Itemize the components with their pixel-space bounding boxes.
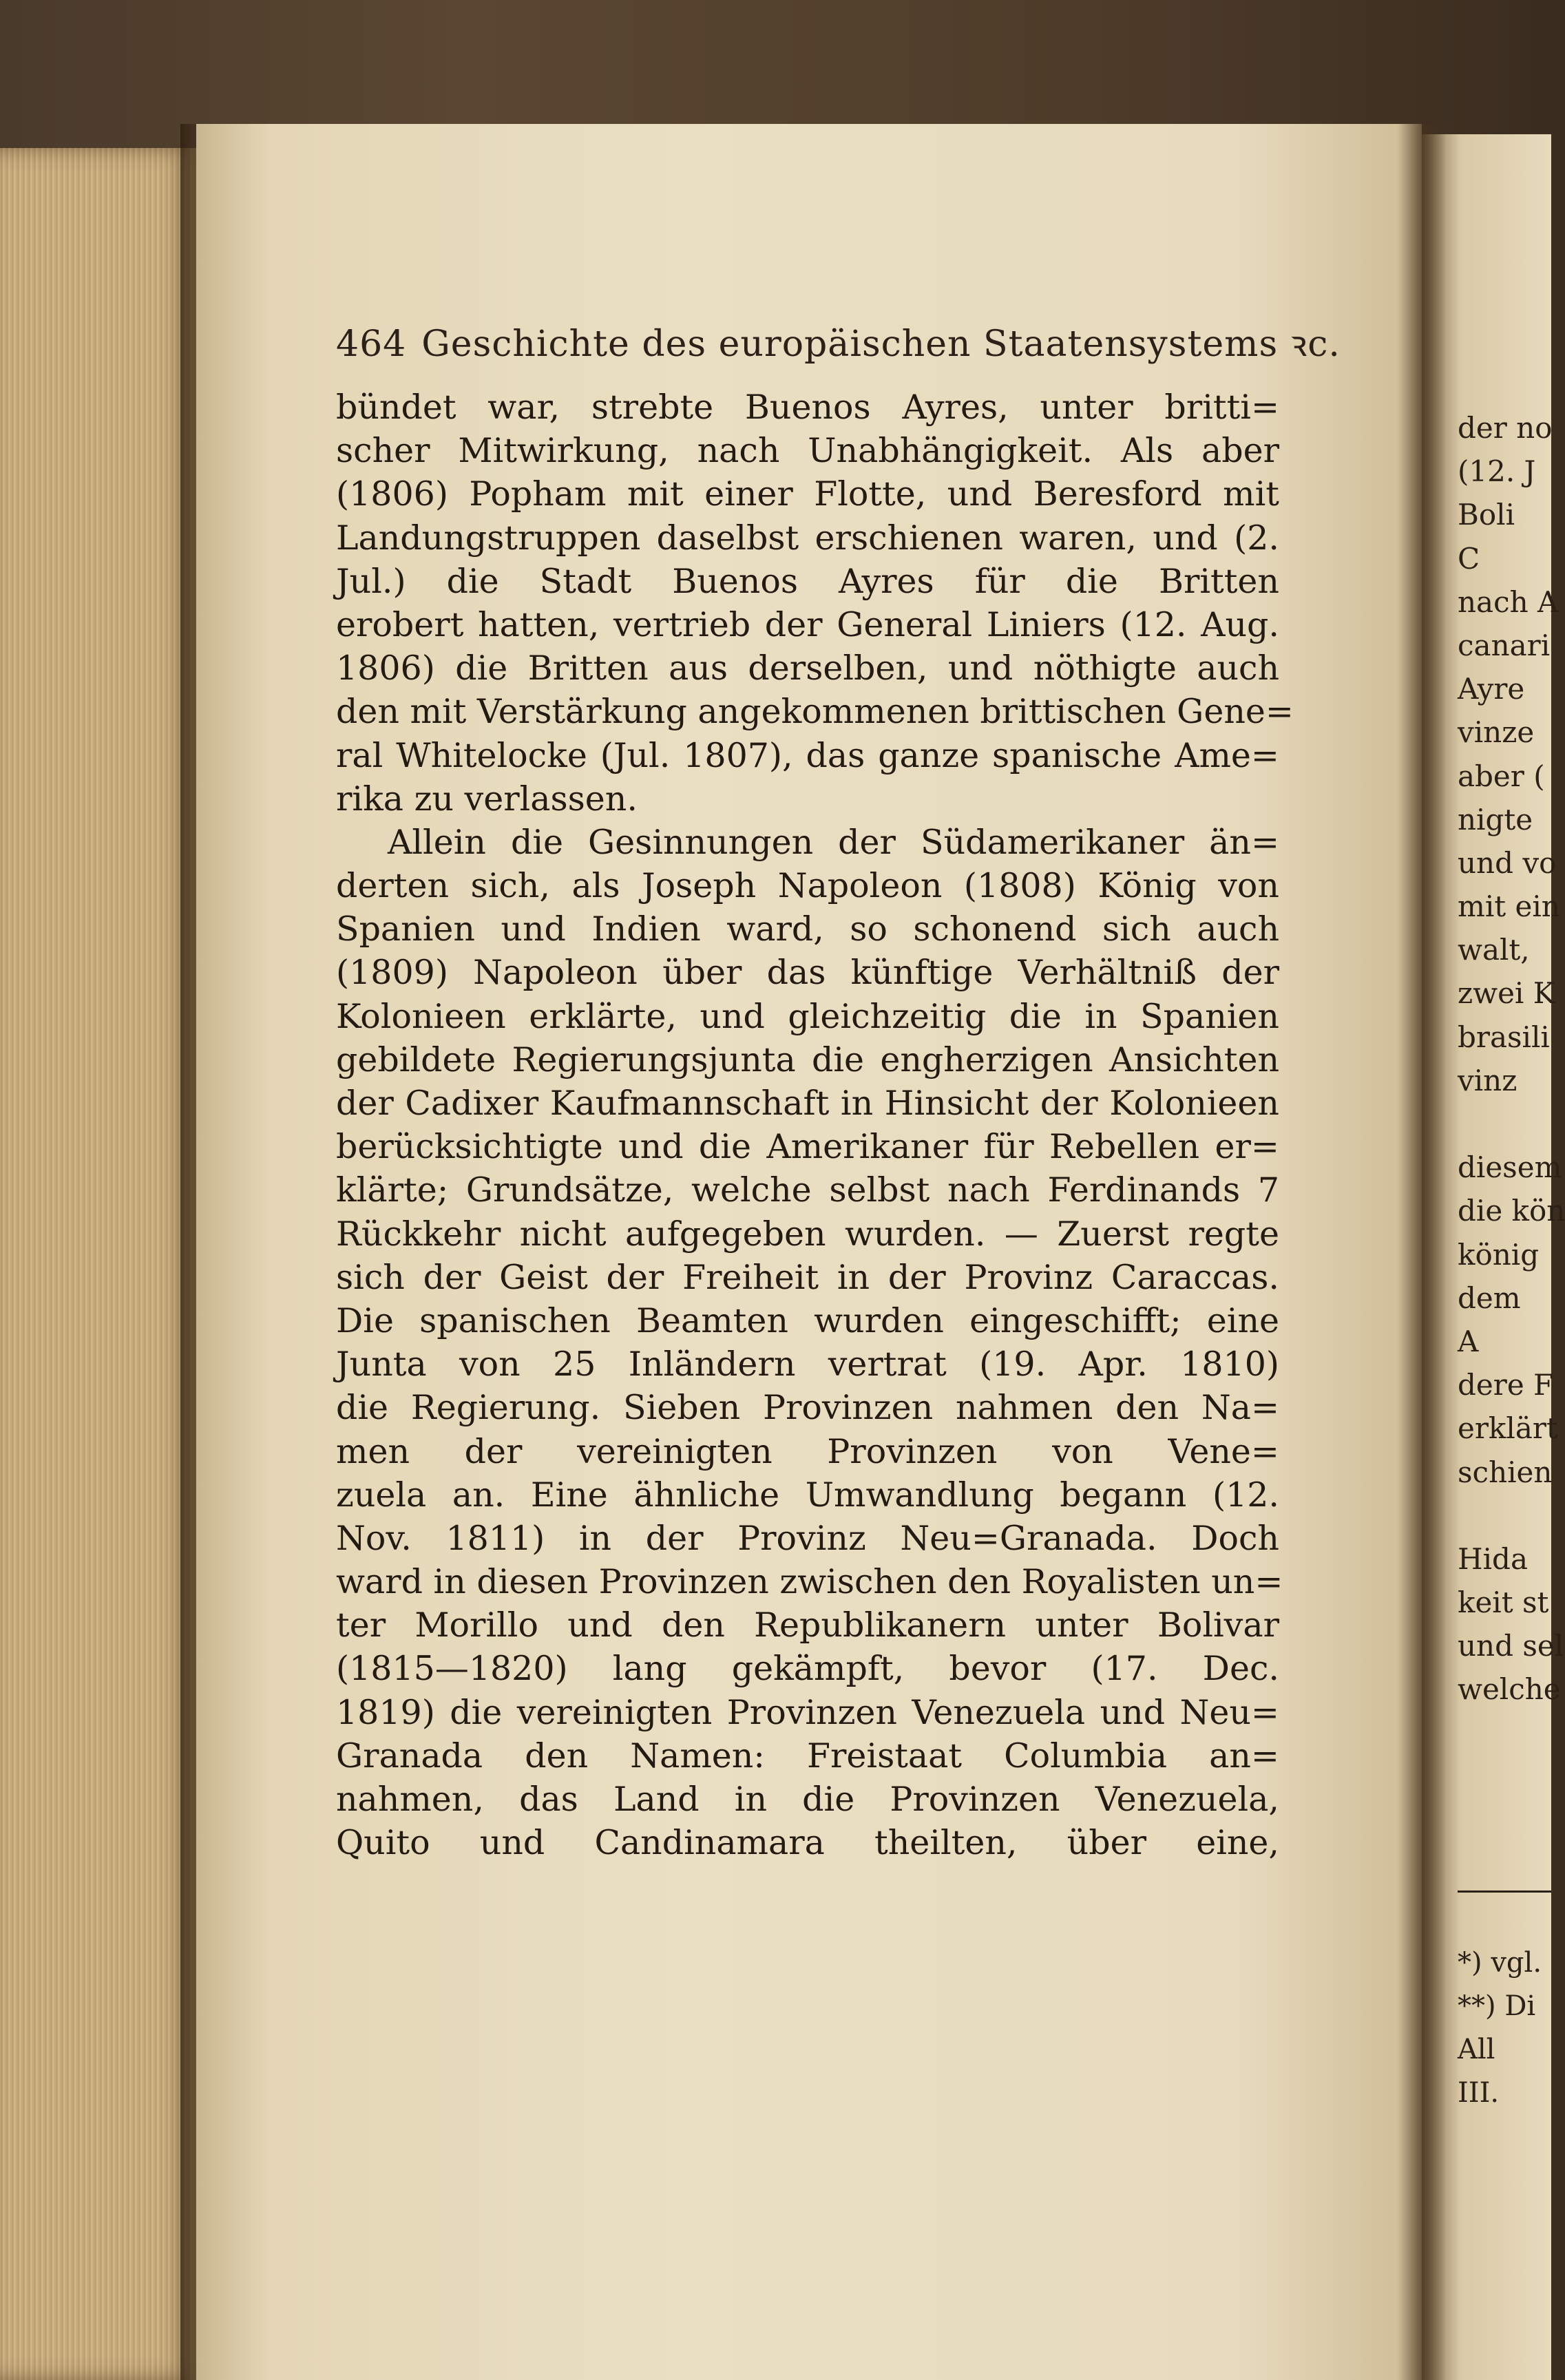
- right-text-line: und sel: [1458, 1629, 1564, 1663]
- text-line: zuela an. Eine ähnliche Umwandlung begann (12.: [336, 1475, 1279, 1515]
- right-text-line: walt,: [1458, 933, 1530, 967]
- right-text-line: mit ein: [1458, 889, 1560, 924]
- text-line: klärte; Grundsätze, welche selbst nach Ferdinands 7: [336, 1170, 1279, 1210]
- right-text-line: Ayre: [1458, 672, 1525, 706]
- right-text-line: brasili: [1458, 1020, 1550, 1054]
- right-text-line: dem: [1458, 1281, 1521, 1315]
- body-text: [336, 386, 1294, 1864]
- text-line: (1815—1820) lang gekämpft, bevor (17. Dec.: [336, 1649, 1279, 1689]
- text-line: (1806) Popham mit einer Flotte, und Beresford mit: [336, 474, 1279, 514]
- right-text-line: canari: [1458, 628, 1551, 662]
- footnote-line: *) vgl.: [1458, 1947, 1542, 1979]
- text-line: derten sich, als Joseph Napoleon (1808) König von: [336, 866, 1279, 906]
- right-text-line: A: [1458, 1324, 1479, 1358]
- text-line: 1806) die Britten aus derselben, und nöthigte auch: [336, 649, 1279, 688]
- right-text-line: zwei K: [1458, 976, 1555, 1011]
- text-line: ward in diesen Provinzen zwischen den Royalisten un=: [336, 1562, 1283, 1602]
- text-line: scher Mitwirkung, nach Unabhängigkeit. Als aber: [336, 431, 1279, 471]
- text-line: Spanien und Indien ward, so schonend sich auch: [336, 909, 1279, 949]
- right-text-line: vinz: [1458, 1063, 1517, 1097]
- right-text-line: Hida: [1458, 1541, 1528, 1576]
- footnote-line: III.: [1458, 2077, 1500, 2109]
- right-page-text: [1458, 406, 1565, 1712]
- text-line: der Cadixer Kaufmannschaft in Hinsicht der Kolonieen: [336, 1084, 1279, 1123]
- text-line: Junta von 25 Inländern vertrat (19. Apr. 1810): [336, 1345, 1279, 1384]
- right-text-line: erklärt: [1458, 1411, 1558, 1446]
- right-text-line: nigte: [1458, 802, 1533, 836]
- right-text-line: [1458, 1494, 1551, 1537]
- right-text-line: [1458, 1102, 1551, 1146]
- text-line: Rückkehr nicht aufgegeben wurden. — Zuerst regte: [336, 1214, 1279, 1254]
- right-text-line: nach A: [1458, 585, 1559, 619]
- text-line: nahmen, das Land in die Provinzen Venezuela,: [336, 1780, 1279, 1819]
- text-line: men der vereinigten Provinzen von Vene=: [336, 1431, 1279, 1471]
- right-footnotes: [1458, 1941, 1551, 2115]
- text-line: Kolonieen erklärte, und gleichzeitig die in Spanien: [336, 996, 1279, 1036]
- text-line: bündet war, strebte Buenos Ayres, unter britti=: [336, 388, 1279, 427]
- text-line: berücksichtigte und die Amerikaner für Rebellen er=: [336, 1127, 1279, 1167]
- text-line: Die spanischen Beamten wurden eingeschifft; eine: [336, 1300, 1279, 1340]
- text-line: gebildete Regierungsjunta die engherzigen Ansichten: [336, 1040, 1279, 1080]
- page-number: 464: [336, 324, 407, 365]
- right-text-line: die kön: [1458, 1194, 1565, 1228]
- right-text-line: diesem: [1458, 1150, 1562, 1185]
- text-line: Landungstruppen daselbst erschienen waren, und (2.: [336, 518, 1279, 558]
- running-title: Geschichte des europäischen Staatensystems ꝛc.: [421, 324, 1341, 365]
- right-text-line: keit st: [1458, 1586, 1549, 1620]
- right-text-line: C: [1458, 541, 1480, 576]
- right-text-line: schien: [1458, 1455, 1553, 1489]
- right-text-line: Boli: [1458, 498, 1515, 532]
- text-line: erobert hatten, vertrieb der General Liniers (12. Aug.: [336, 604, 1279, 644]
- text-line: die Regierung. Sieben Provinzen nahmen den Na=: [336, 1388, 1279, 1428]
- text-line: Allein die Gesinnungen der Südamerikaner än=: [388, 822, 1279, 862]
- right-text-line: aber (: [1458, 759, 1545, 793]
- text-line: rika zu verlassen.: [336, 779, 638, 819]
- running-header: [336, 318, 1341, 367]
- text-line: 1819) die vereinigten Provinzen Venezuela und Neu=: [336, 1692, 1279, 1732]
- text-line: Nov. 1811) in der Provinz Neu=Granada. Doch: [336, 1518, 1279, 1558]
- text-line: ter Morillo und den Republikanern unter Bolivar: [336, 1605, 1279, 1645]
- text-line: Jul.) die Stadt Buenos Ayres für die Britten: [336, 561, 1279, 601]
- page-edges: [0, 148, 196, 2380]
- right-text-line: welche: [1458, 1672, 1561, 1707]
- right-text-line: vinze: [1458, 715, 1535, 750]
- text-line: Quito und Candinamara theilten, über eine,: [336, 1823, 1279, 1863]
- right-text-line: und vo: [1458, 845, 1557, 880]
- right-text-line: (12. J: [1458, 454, 1536, 489]
- text-line: (1809) Napoleon über das künftige Verhältniß der: [336, 953, 1279, 993]
- footnote-rule: [1458, 1891, 1551, 1893]
- text-line: sich der Geist der Freiheit in der Provinz Caraccas.: [336, 1257, 1279, 1297]
- gutter-shadow: [1398, 124, 1446, 2380]
- right-text-line: könig: [1458, 1237, 1540, 1272]
- right-text-line: dere F: [1458, 1368, 1554, 1402]
- text-line: ral Whitelocke (Jul. 1807), das ganze spanische Ame=: [336, 735, 1279, 775]
- right-text-line: der no: [1458, 411, 1553, 445]
- text-line: Granada den Namen: Freistaat Columbia an=: [336, 1736, 1279, 1776]
- footnote-line: All: [1458, 2034, 1495, 2065]
- text-line: den mit Verstärkung angekommenen brittischen Gene=: [336, 692, 1294, 732]
- footnote-line: **) Di: [1458, 1990, 1536, 2022]
